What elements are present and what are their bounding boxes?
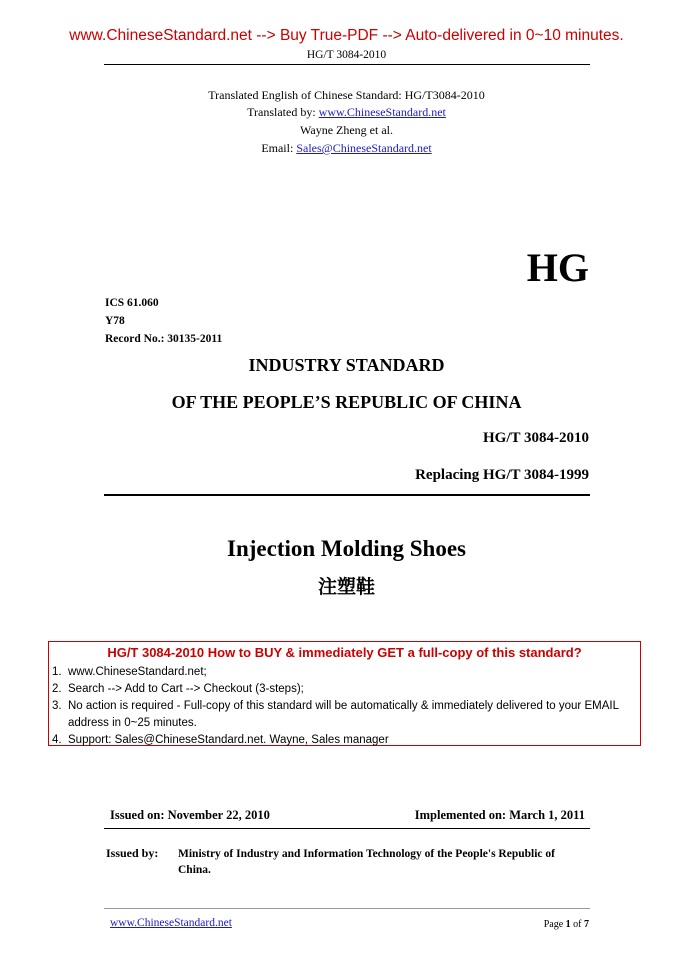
issue-divider (104, 828, 590, 829)
email-label: Email: (261, 141, 297, 155)
translated-by-link[interactable]: www.ChineseStandard.net (318, 105, 446, 119)
buy-step-text: No action is required - Full-copy of this standard will be automatically & immediately delivered to your EMAIL address in 0~25 minutes. (68, 700, 619, 729)
header-divider (104, 64, 590, 65)
buy-step-number: 2. (52, 683, 62, 695)
buy-step (52, 681, 637, 698)
title-divider (104, 494, 590, 496)
document-title: Injection Molding Shoes (227, 536, 466, 561)
page-indicator (544, 919, 589, 930)
promo-banner[interactable]: www.ChineseStandard.net --> Buy True-PDF --> Auto-delivered in 0~10 minutes. (69, 27, 624, 44)
buy-step-text: Search --> Add to Cart --> Checkout (3-steps); (68, 683, 304, 695)
issued-by-label: Issued by: (106, 846, 159, 860)
implemented-on-date: Implemented on: March 1, 2011 (414, 808, 585, 822)
buy-step-text[interactable]: www.ChineseStandard.net; (68, 666, 207, 678)
footer-divider (104, 908, 590, 909)
standard-code: HG/T 3084-2010 (483, 430, 589, 446)
page-of: of (570, 919, 584, 930)
buy-step (52, 698, 637, 732)
buy-step-number: 3. (52, 700, 62, 712)
page-prefix: Page (543, 919, 566, 930)
buy-step (52, 664, 637, 681)
translated-by-line (0, 105, 693, 120)
translation-line: Translated English of Chinese Standard: HG/T3084-2010 (208, 88, 485, 102)
record-number: Record No.: 30135-2011 (105, 333, 223, 345)
email-line (0, 141, 693, 156)
translated-by-label: Translated by: (247, 105, 319, 119)
translator-name: Wayne Zheng et al. (300, 123, 393, 137)
buy-step (52, 732, 637, 749)
standard-title-line1: INDUSTRY STANDARD (248, 355, 445, 375)
page-current: 1 (565, 919, 571, 930)
issued-on-date: Issued on: November 22, 2010 (110, 808, 270, 822)
footer-link[interactable]: www.ChineseStandard.net (110, 917, 232, 929)
buy-step-number: 4. (52, 734, 62, 746)
document-title-chinese: 注塑鞋 (317, 576, 375, 598)
ics-code: ICS 61.060 (105, 297, 159, 309)
replacing-code: Replacing HG/T 3084-1999 (415, 467, 589, 483)
hg-mark: HG (526, 245, 589, 290)
buy-steps-list (52, 664, 637, 749)
standard-title-line2: OF THE PEOPLE’S REPUBLIC OF CHINA (171, 392, 522, 412)
buy-box-title: HG/T 3084-2010 How to BUY & immediately GET a full-copy of this standard? (107, 645, 582, 660)
classification-code: Y78 (105, 315, 125, 327)
header-standard-code: HG/T 3084-2010 (306, 49, 387, 61)
issuing-authority: Ministry of Industry and Information Technology of the People's Republic of China. (178, 848, 555, 876)
page-total: 7 (584, 919, 589, 930)
email-link[interactable]: Sales@ChineseStandard.net (296, 141, 432, 155)
buy-step-text: Support: Sales@ChineseStandard.net. Wayne, Sales manager (68, 734, 389, 746)
buy-info-box (48, 641, 641, 746)
buy-step-number: 1. (52, 666, 62, 678)
